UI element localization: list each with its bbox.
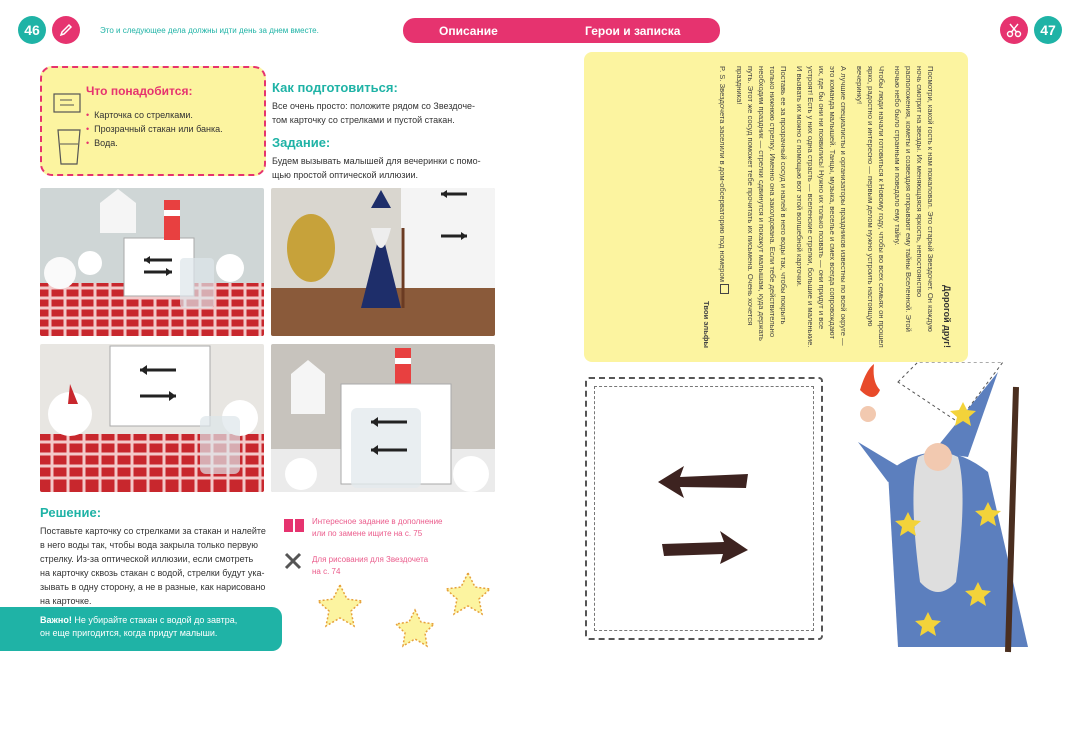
scissors-icon xyxy=(1000,16,1028,44)
photo-wizard-card xyxy=(271,188,495,336)
right-page-number: 47 xyxy=(1034,16,1062,44)
need-item: • Прозрачный стакан или банка. xyxy=(86,122,223,136)
tab-heroes: Герои и записка xyxy=(585,23,681,38)
pencil-icon xyxy=(52,16,80,44)
house-number-box xyxy=(720,284,729,294)
header-note: Это и следующее дела должны идти день за днем вместе. xyxy=(100,26,319,35)
photo-glass-left xyxy=(40,344,264,492)
task-title: Задание: xyxy=(272,135,331,150)
star-icon xyxy=(396,610,434,646)
solution-line: Поставьте карточку со стрелками за стакан и налейте xyxy=(40,526,266,536)
tab-description: Описание xyxy=(439,23,498,38)
supplies-sketch-icon xyxy=(52,90,86,170)
letter-title: Дорогой друг! xyxy=(942,284,952,348)
prepare-text-2: том карточку со стрелками и пустой стакан. xyxy=(272,115,455,125)
photo-party-card xyxy=(40,188,264,336)
prepare-text-1: Все очень просто: положите рядом со Звездоче- xyxy=(272,101,476,111)
letter-ps: P. S. Звездочета заселили в дом-обсерваторию под номером xyxy=(717,66,729,348)
header-tab xyxy=(403,18,720,43)
tools-hint-2: на с. 74 xyxy=(312,567,341,576)
arrow-right-icon xyxy=(662,531,748,564)
need-box xyxy=(40,66,266,176)
letter-signature: Твои эльфы xyxy=(702,301,711,348)
task-text-1: Будем вызывать малышей для вечеринки с помо- xyxy=(272,156,481,166)
book-icon xyxy=(283,516,305,534)
wizard-figure xyxy=(858,362,1028,652)
letter-content xyxy=(584,52,968,362)
letter-paragraph: Посмотри, какой гость к нам пожаловал. Это старый Звездочет. Он каждую ночь смотрит на звезды. Их меняющаяся яркость, непостоянство расположения, кометы и созвездия открывают ему тайны Вселенной. Этой ночью небо было странным и поведало ему тайну. xyxy=(893,66,935,332)
letter-card xyxy=(584,52,968,362)
important-note xyxy=(40,614,276,640)
book-hint-1: Интересное задание в дополнение xyxy=(312,517,443,526)
star-icon xyxy=(446,573,490,614)
book-hint-2: или по замене ищите на с. 75 xyxy=(312,529,423,538)
important-line-1: Не убирайте стакан с водой до завтра, xyxy=(74,615,238,625)
task-text-2: щью простой оптической иллюзии. xyxy=(272,170,419,180)
tools-hint-1: Для рисования для Звездочета xyxy=(312,555,429,564)
solution-line: на карточку сквозь стакан с водой, стрелки будут ука- xyxy=(40,568,265,578)
arrows-graphic xyxy=(650,460,760,570)
left-page-number: 46 xyxy=(18,16,46,44)
need-title: Что понадобится: xyxy=(86,84,193,98)
need-item: • Карточка со стрелками. xyxy=(86,108,223,122)
wizard-cutout xyxy=(838,362,1038,662)
prepare-title: Как подготовиться: xyxy=(272,80,398,95)
tools-icon xyxy=(283,551,305,571)
solution-line: в него воды так, чтобы вода закрыла только первую xyxy=(40,540,258,550)
important-label: Важно! xyxy=(40,615,72,625)
star-icon xyxy=(318,585,362,626)
need-item: • Вода. xyxy=(86,136,223,150)
photo-glass-right xyxy=(271,344,495,492)
letter-paragraph: Чтобы люди начали готовиться к Новому году, чтобы во всех семьях он прошел ярко, радостно и интересно — первым делом нужно устроить настоящую вечеринку! xyxy=(855,66,886,348)
solution-line: стрелку. Из-за оптической иллюзии, если смотреть xyxy=(40,554,254,564)
arrow-left-icon xyxy=(658,466,748,498)
solution-line: зывать в одну сторону, а не в разные, как нарисовано xyxy=(40,582,266,592)
star-cutouts xyxy=(310,565,500,665)
solution-title: Решение: xyxy=(40,505,102,520)
letter-paragraph: Поставь ее за прозрачный сосуд и налей в него воды так, чтобы покрыть только нижнюю стрелку. Именно она заколдована. Если тебе действительно необходим праздник — стрелки сдвинутся и покажут малышам, куда держать путь. Этот же сосуд поможет тебе прочитать их письмена. Очень хочется праздника! xyxy=(735,66,788,341)
solution-line: на карточке. xyxy=(40,596,92,606)
important-line-2: он еще пригодится, когда придут малыши. xyxy=(40,628,218,638)
need-list xyxy=(86,108,223,150)
letter-paragraph: А лучшие специалисты и организаторы праздников известны по всей округе — это команда малышей. Танцы, музыка, веселье и смех всегда сопровождают их, где бы они ни появились! Нужно их только позвать — они придут и все устроят! Есть у них одна страсть — вселенские стрелки, большие и маленькие. И вызвать их можно с помощью вот этой волшебной карточки. xyxy=(795,66,848,348)
